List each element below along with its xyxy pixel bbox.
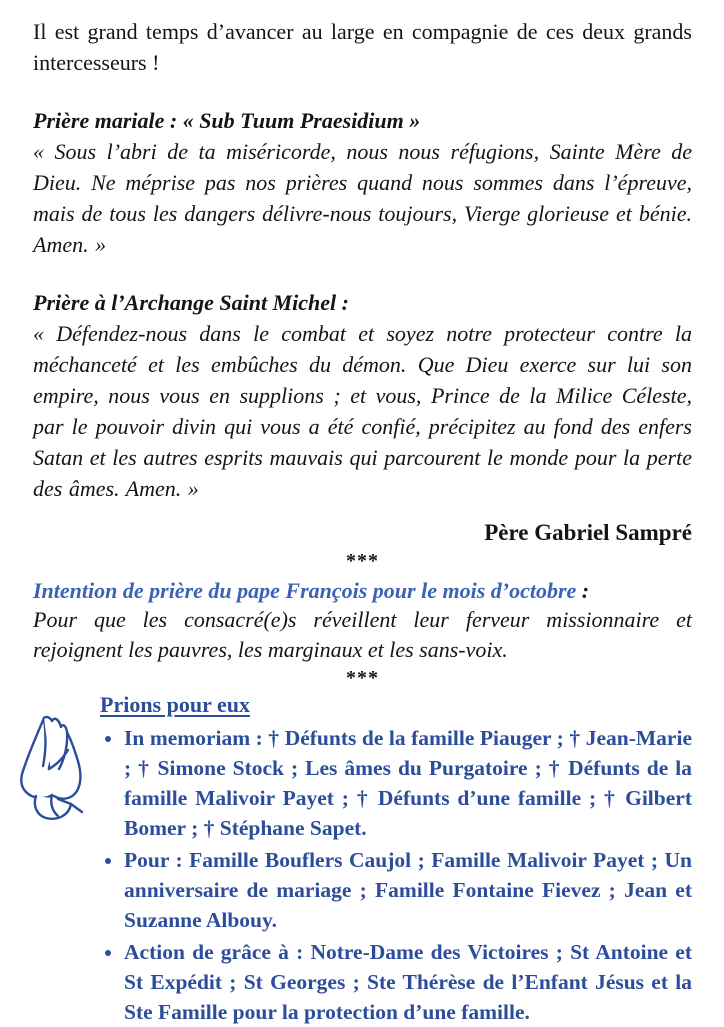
pope-intention-title	[33, 577, 692, 605]
prayer-item-in-memoriam: • In memoriam : † Défunts de la famille Piauger ; † Jean-Marie ; † Simone Stock ; Les âmes du Purgatoire ; † Défunts de la famille Malivoir Payet ; † Défunts d’une famille ; † Gilbert Bomer ; † Stéphane Sapet.	[124, 723, 692, 843]
marial-prayer-body: « Sous l’abri de ta miséricorde, nous nous réfugions, Sainte Mère de Dieu. Ne méprise pas nos prières quand nous sommes dans l’épreuve, mais de tous les dangers délivre-nous toujours, Vierge glorieuse et bénie. Amen. »	[33, 139, 692, 257]
michael-prayer-body: « Défendez-nous dans le combat et soyez notre protecteur contre la méchanceté et les embûches du démon. Que Dieu exerce sur lui son empire, nous vous en supplions ; et vous, Prince de la Milice Céleste, par le pouvoir divin qui vous a été confié, précipitez au fond des enfers Satan et les autres esprits mauvais qui parcourent le monde pour la perte des âmes. Amen. »	[33, 321, 692, 501]
pope-intention-title-text: Intention de prière du pape François pour le mois d’octobre	[33, 578, 577, 603]
praying-hands-icon	[8, 712, 100, 828]
prayer-item-action-de-grace: • Action de grâce à : Notre-Dame des Victoires ; St Antoine et St Expédit ; St Georges ; Ste Thérèse de l’Enfant Jésus et la Ste Famille pour la protection d’une famille.	[124, 937, 692, 1027]
prayer-list	[100, 692, 692, 1027]
prayer-items	[100, 723, 692, 1027]
signature: Père Gabriel Sampré	[484, 520, 692, 545]
intro-paragraph: Il est grand temps d’avancer au large en compagnie de ces deux grands intercesseurs !	[33, 19, 692, 75]
marial-prayer-title: Prière mariale : « Sub Tuum Praesidium »	[33, 108, 421, 133]
michael-prayer-title: Prière à l’Archange Saint Michel :	[33, 290, 349, 315]
prayer-list-section	[33, 692, 692, 1027]
separator-2: ***	[346, 667, 379, 689]
prions-heading: Prions pour eux	[100, 692, 250, 717]
pope-intention-body: Pour que les consacré(e)s réveillent leur ferveur missionnaire et rejoignent les pauvres, les marginaux et les sans-voix.	[33, 607, 692, 662]
separator-1: ***	[346, 550, 379, 572]
prayer-item-pour: • Pour : Famille Bouflers Caujol ; Famille Malivoir Payet ; Un anniversaire de mariage ; Famille Fontaine Fievez ; Jean et Suzanne Albouy.	[124, 845, 692, 935]
pope-intention-colon: :	[576, 578, 590, 603]
